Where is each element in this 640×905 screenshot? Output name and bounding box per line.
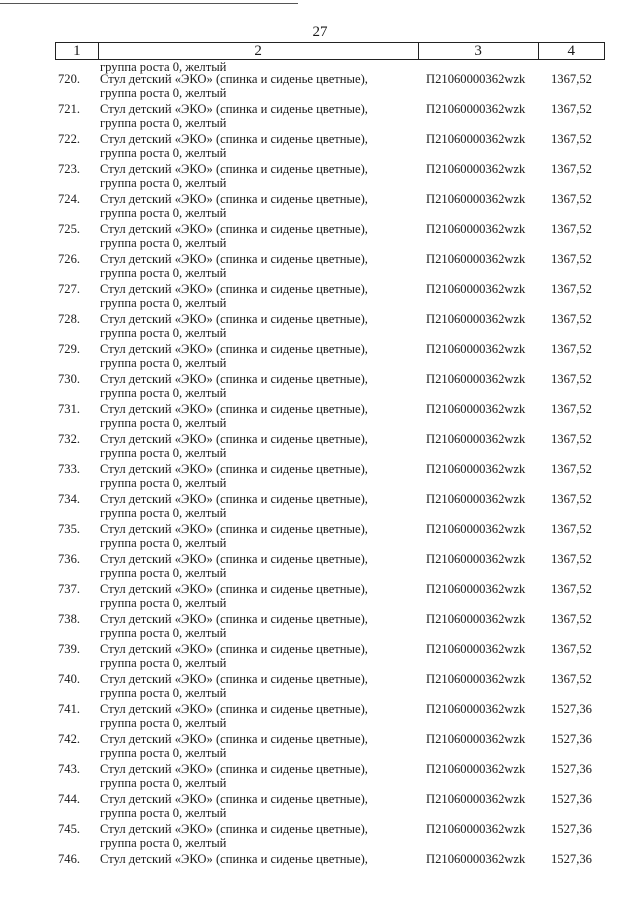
item-code: П21060000362wzk [426,282,526,296]
item-description-line2: группа роста 0, желтый [100,566,227,580]
table-row [0,270,640,310]
table-row [0,630,640,670]
item-description-line2: группа роста 0, желтый [100,296,227,310]
column-header-row [56,43,605,60]
item-description-line2: группа роста 0, желтый [100,686,227,700]
item-price: 1367,52 [551,582,592,596]
item-description-line2: группа роста 0, желтый [100,536,227,550]
row-number: 738. [58,612,81,626]
item-price: 1367,52 [551,642,592,656]
item-code: П21060000362wzk [426,852,526,866]
item-price: 1367,52 [551,612,592,626]
table-row [0,240,640,280]
item-code: П21060000362wzk [426,492,526,506]
row-number: 724. [58,192,81,206]
item-price: 1527,36 [551,762,592,776]
item-code: П21060000362wzk [426,252,526,266]
table-row [0,540,640,580]
item-description-line2: группа роста 0, желтый [100,626,227,640]
item-code: П21060000362wzk [426,72,526,86]
table-row [0,510,640,550]
table-row [0,60,640,100]
table-row [0,210,640,250]
row-number: 739. [58,642,81,656]
item-price: 1367,52 [551,162,592,176]
item-description: Стул детский «ЭКО» (спинка и сиденье цветные), [100,72,368,86]
item-description: Стул детский «ЭКО» (спинка и сиденье цветные), [100,102,368,116]
table-row [0,690,640,730]
row-number: 721. [58,102,81,116]
item-description-line2: группа роста 0, желтый [100,116,227,130]
item-description-line2: группа роста 0, желтый [100,446,227,460]
item-description-line2: группа роста 0, желтый [100,746,227,760]
item-code: П21060000362wzk [426,432,526,446]
item-description: Стул детский «ЭКО» (спинка и сиденье цветные), [100,312,368,326]
item-code: П21060000362wzk [426,342,526,356]
item-price: 1367,52 [551,132,592,146]
item-description-line2: группа роста 0, желтый [100,356,227,370]
table-row [0,450,640,490]
item-description: Стул детский «ЭКО» (спинка и сиденье цветные), [100,282,368,296]
row-number: 745. [58,822,81,836]
row-number: 731. [58,402,81,416]
row-number: 725. [58,222,81,236]
item-description: Стул детский «ЭКО» (спинка и сиденье цветные), [100,372,368,386]
item-code: П21060000362wzk [426,762,526,776]
item-description: Стул детский «ЭКО» (спинка и сиденье цветные), [100,822,368,836]
item-code: П21060000362wzk [426,192,526,206]
item-description: Стул детский «ЭКО» (спинка и сиденье цветные), [100,132,368,146]
table-row [0,150,640,190]
item-price: 1527,36 [551,792,592,806]
item-code: П21060000362wzk [426,732,526,746]
item-description-line2: группа роста 0, желтый [100,716,227,730]
row-number: 741. [58,702,81,716]
row-number: 730. [58,372,81,386]
item-description: Стул детский «ЭКО» (спинка и сиденье цветные), [100,642,368,656]
item-code: П21060000362wzk [426,312,526,326]
column-header-1: 1 [56,43,99,60]
item-description-line2: группа роста 0, желтый [100,86,227,100]
item-description-line2: группа роста 0, желтый [100,206,227,220]
row-number: 735. [58,522,81,536]
item-code: П21060000362wzk [426,582,526,596]
continuation-text: группа роста 0, желтый [100,60,227,74]
item-code: П21060000362wzk [426,102,526,116]
item-price: 1367,52 [551,522,592,536]
item-price: 1367,52 [551,102,592,116]
item-description: Стул детский «ЭКО» (спинка и сиденье цветные), [100,552,368,566]
table-row [0,90,640,130]
item-description: Стул детский «ЭКО» (спинка и сиденье цветные), [100,222,368,236]
table-row [0,480,640,520]
item-description: Стул детский «ЭКО» (спинка и сиденье цветные), [100,342,368,356]
column-header-4: 4 [538,43,604,60]
item-price: 1367,52 [551,402,592,416]
item-list [0,60,640,872]
item-description-line2: группа роста 0, желтый [100,146,227,160]
row-number: 732. [58,432,81,446]
item-description: Стул детский «ЭКО» (спинка и сиденье цветные), [100,792,368,806]
item-code: П21060000362wzk [426,702,526,716]
item-code: П21060000362wzk [426,552,526,566]
item-price: 1367,52 [551,252,592,266]
item-code: П21060000362wzk [426,522,526,536]
row-number: 727. [58,282,81,296]
item-description-line2: группа роста 0, желтый [100,326,227,340]
table-row [0,180,640,220]
item-code: П21060000362wzk [426,822,526,836]
item-description-line2: группа роста 0, желтый [100,506,227,520]
table-row [0,840,640,866]
item-price: 1527,36 [551,732,592,746]
row-number: 746. [58,852,81,866]
row-number: 729. [58,342,81,356]
item-price: 1367,52 [551,312,592,326]
table-row [0,810,640,850]
item-price: 1367,52 [551,192,592,206]
row-number: 744. [58,792,81,806]
item-price: 1527,36 [551,702,592,716]
item-code: П21060000362wzk [426,642,526,656]
table-row [0,330,640,370]
item-description-line2: группа роста 0, желтый [100,176,227,190]
item-price: 1367,52 [551,72,592,86]
table-row [0,360,640,400]
column-header-3: 3 [418,43,538,60]
item-description-line2: группа роста 0, желтый [100,266,227,280]
column-header-2: 2 [98,43,418,60]
table-row [0,600,640,640]
item-description-line2: группа роста 0, желтый [100,416,227,430]
table-row [0,300,640,340]
item-description: Стул детский «ЭКО» (спинка и сиденье цветные), [100,852,368,866]
item-description: Стул детский «ЭКО» (спинка и сиденье цветные), [100,762,368,776]
item-description-line2: группа роста 0, желтый [100,836,227,850]
item-price: 1527,36 [551,852,592,866]
item-code: П21060000362wzk [426,222,526,236]
item-description: Стул детский «ЭКО» (спинка и сиденье цветные), [100,192,368,206]
column-header-table [55,42,605,60]
item-price: 1367,52 [551,342,592,356]
item-description: Стул детский «ЭКО» (спинка и сиденье цветные), [100,702,368,716]
row-number: 723. [58,162,81,176]
item-price: 1367,52 [551,372,592,386]
item-description-line2: группа роста 0, желтый [100,596,227,610]
item-description: Стул детский «ЭКО» (спинка и сиденье цветные), [100,402,368,416]
item-description-line2: группа роста 0, желтый [100,806,227,820]
item-description: Стул детский «ЭКО» (спинка и сиденье цветные), [100,672,368,686]
item-description: Стул детский «ЭКО» (спинка и сиденье цветные), [100,612,368,626]
item-price: 1367,52 [551,432,592,446]
item-description: Стул детский «ЭКО» (спинка и сиденье цветные), [100,492,368,506]
row-number: 720. [58,72,81,86]
row-number: 734. [58,492,81,506]
item-price: 1367,52 [551,552,592,566]
item-price: 1527,36 [551,822,592,836]
row-number: 722. [58,132,81,146]
table-row [0,750,640,790]
row-number: 743. [58,762,81,776]
row-number: 740. [58,672,81,686]
item-price: 1367,52 [551,672,592,686]
item-description-line2: группа роста 0, желтый [100,386,227,400]
item-code: П21060000362wzk [426,612,526,626]
item-description: Стул детский «ЭКО» (спинка и сиденье цветные), [100,732,368,746]
table-row [0,120,640,160]
item-code: П21060000362wzk [426,162,526,176]
item-description-line2: группа роста 0, желтый [100,236,227,250]
item-description: Стул детский «ЭКО» (спинка и сиденье цветные), [100,462,368,476]
top-rule [0,3,298,4]
item-code: П21060000362wzk [426,792,526,806]
item-code: П21060000362wzk [426,672,526,686]
table-row [0,780,640,820]
item-description: Стул детский «ЭКО» (спинка и сиденье цветные), [100,582,368,596]
item-code: П21060000362wzk [426,132,526,146]
item-description-line2: группа роста 0, желтый [100,476,227,490]
item-code: П21060000362wzk [426,462,526,476]
item-code: П21060000362wzk [426,402,526,416]
item-description: Стул детский «ЭКО» (спинка и сиденье цветные), [100,432,368,446]
item-code: П21060000362wzk [426,372,526,386]
table-row [0,660,640,700]
row-number: 733. [58,462,81,476]
row-number: 728. [58,312,81,326]
row-number: 742. [58,732,81,746]
item-price: 1367,52 [551,222,592,236]
item-description-line2: группа роста 0, желтый [100,656,227,670]
item-price: 1367,52 [551,282,592,296]
item-description: Стул детский «ЭКО» (спинка и сиденье цветные), [100,252,368,266]
row-number: 736. [58,552,81,566]
table-row [0,570,640,610]
table-row [0,390,640,430]
page-number: 27 [312,24,328,40]
row-number: 737. [58,582,81,596]
item-description-line2: группа роста 0, желтый [100,776,227,790]
table-row [0,720,640,760]
item-price: 1367,52 [551,462,592,476]
item-description: Стул детский «ЭКО» (спинка и сиденье цветные), [100,162,368,176]
row-number: 726. [58,252,81,266]
item-price: 1367,52 [551,492,592,506]
item-description: Стул детский «ЭКО» (спинка и сиденье цветные), [100,522,368,536]
table-row [0,420,640,460]
